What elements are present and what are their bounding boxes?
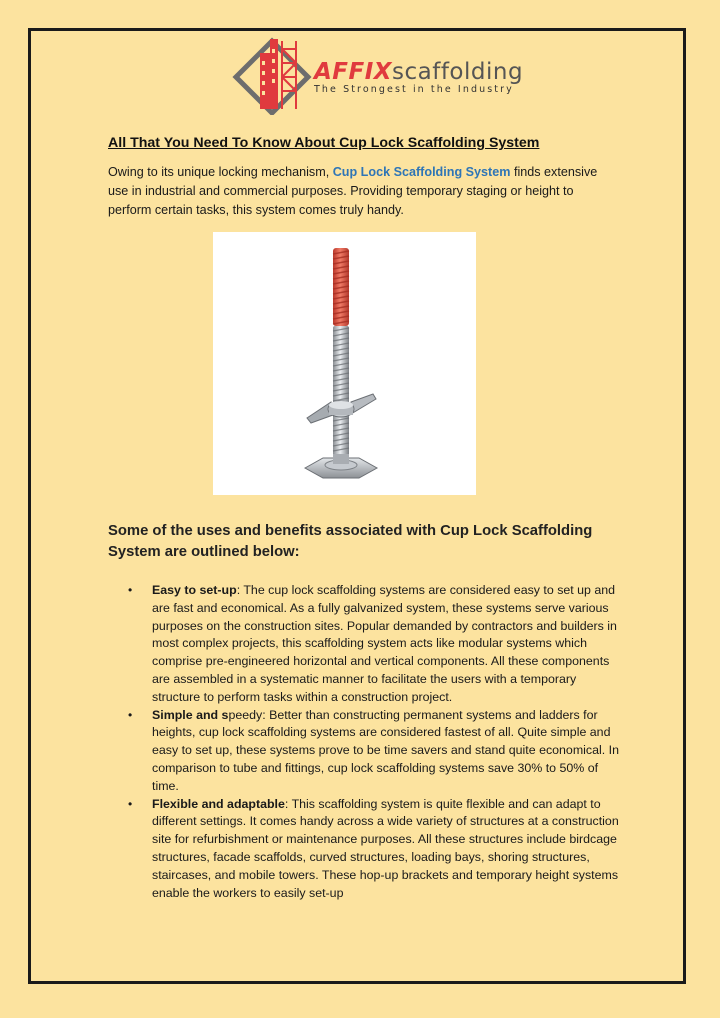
- list-item-bold: Simple and s: [152, 707, 229, 722]
- logo-brand-scaffolding: scaffolding: [392, 59, 524, 85]
- list-item-text: : This scaffolding system is quite flexible and can adapt to different settings. It comes handy across a wide variety of structures at a construction site for refurbishment or maintenance purposes. All these structures include birdcage structures, facade scaffolds, curved structures, loading bays, shoring structures, staircases, and mobile towers. These hop-up brackets and temporary height systems enable the workers to easily set-up: [152, 796, 619, 900]
- bullet-icon: •: [128, 583, 133, 597]
- bullet-icon: •: [128, 707, 133, 722]
- logo-tagline: The Strongest in the Industry: [314, 84, 514, 95]
- benefits-list: [108, 582, 620, 902]
- list-item-bold: Easy to set-up: [152, 583, 237, 597]
- list-item-bold: Flexible and adaptable: [152, 796, 285, 811]
- list-item: [108, 796, 620, 903]
- cup-lock-link[interactable]: Cup Lock Scaffolding System: [332, 165, 511, 179]
- intro-text-start: Owing to its unique locking mechanism,: [108, 165, 333, 179]
- list-item-text: peedy: Better than constructing permanent systems and ladders for heights, cup lock scaffolding systems are considered fastest of all. Quite simple and easy to set up, these systems prove to be time savers and stand quite economical. In comparison to tube and fittings, cup lock scaffolding systems save 30% to 50% of time.: [152, 707, 619, 793]
- intro-text-end: finds extensive use in industrial and commercial purposes. Providing temporary staging or height to perform certain tasks, this system comes truly handy.: [108, 165, 598, 217]
- logo-brand: [314, 60, 523, 84]
- list-item-text: : The cup lock scaffolding systems are considered easy to set up and are fast and economical. As a fully galvanized system, these systems serve various purposes on the construction sites. Popular demanded by contractors and builders in most complex projects, this scaffolding system acts like modular systems which comprise pre-engineered horizontal and vertical components. All these components are assembled in a systematic manner to facilitate the users with a temporary structure to perform tasks within a construction project.: [152, 583, 617, 704]
- list-item: [108, 582, 620, 707]
- intro-paragraph: [108, 163, 616, 220]
- logo-brand-affix: AFFIX: [314, 59, 393, 85]
- list-item: [108, 707, 620, 796]
- section-heading: Some of the uses and benefits associated with Cup Lock Scaffolding System are outlined below:: [108, 523, 593, 560]
- article-title: All That You Need To Know About Cup Lock Scaffolding System: [108, 135, 540, 151]
- cup-lock-jack-image: [213, 232, 476, 495]
- logo-text: [314, 60, 523, 95]
- bullet-icon: •: [128, 796, 133, 811]
